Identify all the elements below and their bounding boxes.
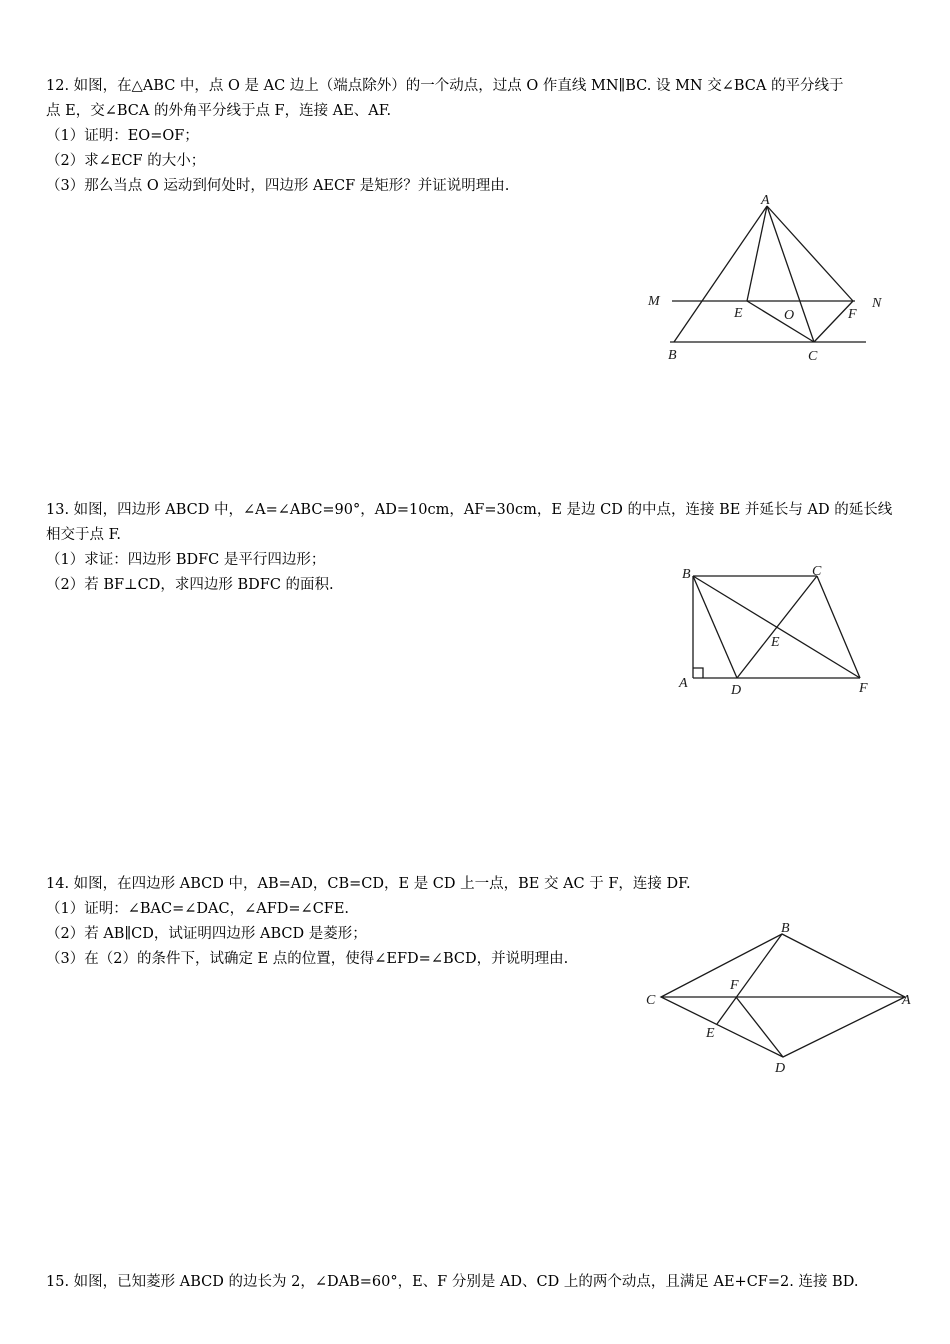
label-b: B: [668, 348, 677, 363]
problem-14-part-3: （3）在（2）的条件下，试确定 E 点的位置，使得∠EFD=∠BCD，并说明理由.: [46, 951, 569, 967]
label-c: C: [812, 564, 822, 579]
label-a: A: [761, 193, 770, 208]
label-e: E: [734, 306, 743, 321]
problem-14-line-1: 14. 如图，在四边形 ABCD 中，AB=AD，CB=CD，E 是 CD 上一点，BE 交 AC 于 F，连接 DF.: [46, 876, 691, 892]
label-e: E: [706, 1026, 715, 1041]
segment-fd: [736, 997, 783, 1057]
problem-13-line-2: 相交于点 F.: [46, 527, 122, 543]
label-f: F: [859, 681, 868, 696]
problem-13-part-1: （1）求证：四边形 BDFC 是平行四边形；: [46, 552, 326, 568]
problem-13-part-2: （2）若 BF⊥CD，求四边形 BDFC 的面积.: [46, 577, 334, 593]
figure-13: [670, 558, 890, 703]
problem-12-part-3: （3）那么当点 O 运动到何处时，四边形 AECF 是矩形？并证说明理由.: [46, 178, 510, 194]
label-a: A: [902, 993, 911, 1008]
segment-af: [767, 206, 853, 301]
label-c: C: [808, 349, 818, 364]
problem-14-part-2: （2）若 AB∥CD，试证明四边形 ABCD 是菱形；: [46, 926, 367, 942]
problem-12-part-1: （1）证明：EO=OF；: [46, 128, 199, 144]
figure-12: [640, 192, 900, 372]
segment-bd: [693, 576, 737, 678]
label-b: B: [682, 567, 691, 582]
label-n: N: [872, 296, 882, 311]
problem-12-line-2: 点 E，交∠BCA 的外角平分线于点 F，连接 AE、AF.: [46, 103, 392, 119]
problem-13-line-1: 13. 如图，四边形 ABCD 中，∠A=∠ABC=90°，AD=10cm，AF=30cm，E 是边 CD 的中点，连接 BE 并延长与 AD 的延长线: [46, 502, 893, 518]
label-o: O: [784, 308, 795, 323]
figure-14: [640, 912, 920, 1082]
label-f: F: [730, 978, 739, 993]
label-b: B: [781, 921, 790, 936]
segment-bf: [693, 576, 860, 678]
right-angle-mark: [693, 668, 703, 678]
label-c: C: [646, 993, 656, 1008]
problem-12-part-2: （2）求∠ECF 的大小；: [46, 153, 206, 169]
rhombus-abcd: [661, 934, 905, 1057]
label-d: D: [731, 683, 742, 698]
label-a: A: [679, 676, 688, 691]
label-e: E: [771, 635, 780, 650]
label-d: D: [775, 1061, 786, 1076]
problem-14-part-1: （1）证明：∠BAC=∠DAC，∠AFD=∠CFE.: [46, 901, 350, 917]
label-m: M: [648, 294, 660, 309]
segment-cf: [817, 576, 860, 678]
label-f: F: [848, 307, 857, 322]
problem-15-line-1: 15. 如图，已知菱形 ABCD 的边长为 2，∠DAB=60°，E、F 分别是 AD、CD 上的两个动点，且满足 AE+CF=2. 连接 BD.: [46, 1274, 859, 1290]
segment-be: [717, 934, 782, 1024]
segment-ec: [747, 301, 814, 342]
problem-12-line-1: 12. 如图，在△ABC 中，点 O 是 AC 边上（端点除外）的一个动点，过点 O 作直线 MN∥BC. 设 MN 交∠BCA 的平分线于: [46, 78, 844, 94]
